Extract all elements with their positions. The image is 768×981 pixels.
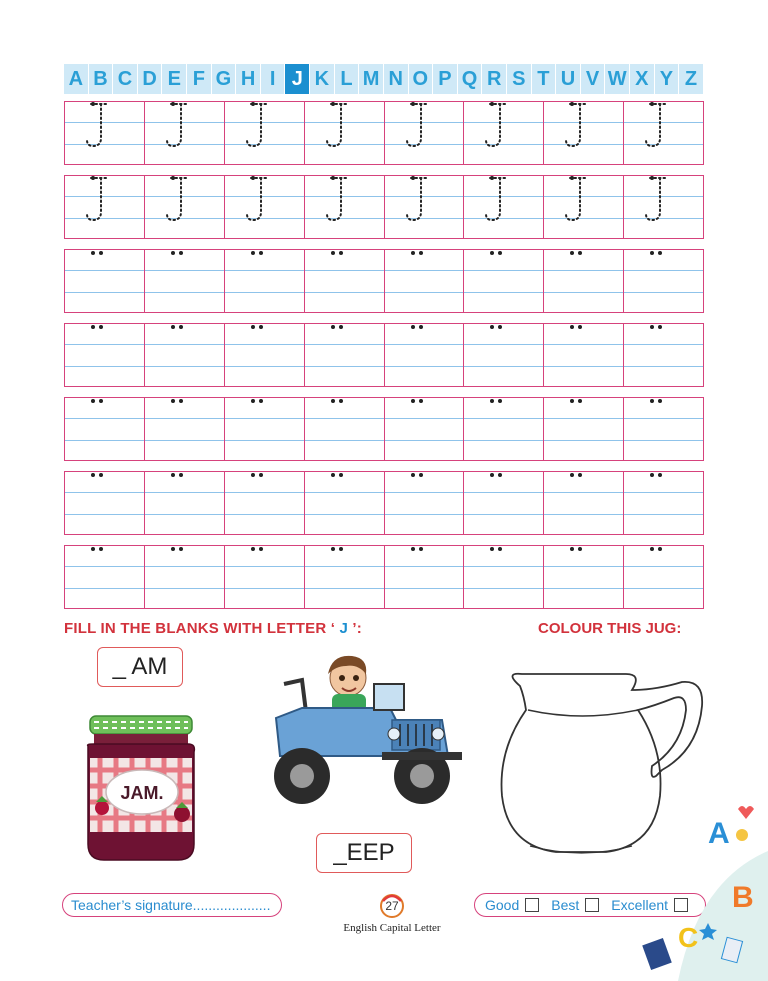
- tracing-cell[interactable]: [385, 176, 465, 238]
- start-dots-icon: [225, 250, 303, 312]
- alphabet-letter-g: G: [212, 64, 236, 94]
- alphabet-letter-d: D: [138, 64, 162, 94]
- writing-cell[interactable]: [464, 546, 544, 608]
- writing-cell[interactable]: [464, 398, 544, 460]
- start-dots-icon: [464, 250, 542, 312]
- writing-cell[interactable]: [65, 472, 145, 534]
- writing-cell[interactable]: [305, 472, 385, 534]
- start-dots-icon: [225, 398, 303, 460]
- alphabet-letter-f: F: [187, 64, 211, 94]
- start-dots-icon: [305, 250, 383, 312]
- start-dots-icon: [624, 546, 702, 608]
- dotted-letter-j-icon: [464, 102, 542, 164]
- dotted-letter-j-icon: [464, 176, 542, 238]
- dotted-letter-j-icon: [145, 102, 223, 164]
- teacher-signature-field[interactable]: [62, 893, 282, 917]
- practice-row: [64, 323, 704, 387]
- start-dots-icon: [65, 250, 143, 312]
- start-dots-icon: [145, 546, 223, 608]
- start-dots-icon: [65, 472, 143, 534]
- start-dots-icon: [544, 546, 622, 608]
- writing-cell[interactable]: [385, 324, 465, 386]
- tracing-cell[interactable]: [305, 102, 385, 164]
- alphabet-letter-c: C: [113, 64, 137, 94]
- start-dots-icon: [624, 324, 702, 386]
- writing-cell[interactable]: [624, 546, 703, 608]
- fill-blanks-prefix: FILL IN THE BLANKS WITH LETTER ‘: [64, 620, 340, 637]
- alphabet-letter-z: Z: [679, 64, 703, 94]
- alphabet-letter-e: E: [162, 64, 186, 94]
- jeep-image: [262, 648, 468, 810]
- tracing-cell[interactable]: [544, 176, 624, 238]
- writing-cell[interactable]: [145, 472, 225, 534]
- dotted-letter-j-icon: [145, 176, 223, 238]
- writing-cell[interactable]: [225, 398, 305, 460]
- alphabet-letter-k: K: [310, 64, 334, 94]
- tracing-cell[interactable]: [65, 102, 145, 164]
- writing-cell[interactable]: [544, 324, 624, 386]
- start-dots-icon: [145, 472, 223, 534]
- alphabet-bar: [64, 64, 704, 94]
- practice-row: [64, 101, 704, 165]
- tracing-cell[interactable]: [305, 176, 385, 238]
- start-dots-icon: [385, 250, 463, 312]
- writing-cell[interactable]: [385, 546, 465, 608]
- writing-cell[interactable]: [385, 250, 465, 312]
- practice-row: [64, 175, 704, 239]
- alphabet-letter-p: P: [433, 64, 457, 94]
- writing-cell[interactable]: [544, 250, 624, 312]
- writing-cell[interactable]: [305, 250, 385, 312]
- start-dots-icon: [544, 324, 622, 386]
- start-dots-icon: [225, 546, 303, 608]
- writing-cell[interactable]: [544, 546, 624, 608]
- start-dots-icon: [305, 398, 383, 460]
- writing-cell[interactable]: [464, 472, 544, 534]
- start-dots-icon: [385, 324, 463, 386]
- writing-cell[interactable]: [305, 546, 385, 608]
- practice-row: [64, 249, 704, 313]
- tracing-cell[interactable]: [624, 102, 703, 164]
- start-dots-icon: [624, 250, 702, 312]
- rating-best-checkbox[interactable]: [585, 898, 599, 912]
- alphabet-letter-l: L: [335, 64, 359, 94]
- writing-cell[interactable]: [305, 324, 385, 386]
- dotted-letter-j-icon: [544, 176, 622, 238]
- footer-subtitle: English Capital Letter: [343, 922, 441, 934]
- writing-cell[interactable]: [305, 398, 385, 460]
- dotted-letter-j-icon: [385, 102, 463, 164]
- practice-row: [64, 397, 704, 461]
- start-dots-icon: [145, 250, 223, 312]
- start-dots-icon: [225, 324, 303, 386]
- alphabet-letter-y: Y: [655, 64, 679, 94]
- writing-cell[interactable]: [385, 472, 465, 534]
- book-icon: [642, 938, 672, 970]
- dotted-letter-j-icon: [624, 176, 702, 238]
- alphabet-letter-w: W: [605, 64, 629, 94]
- corner-decoration-image: [638, 791, 768, 981]
- dotted-letter-j-icon: [305, 102, 383, 164]
- tracing-cell[interactable]: [464, 102, 544, 164]
- start-dots-icon: [385, 546, 463, 608]
- alphabet-letter-n: N: [384, 64, 408, 94]
- rating-excellent-label: Excellent: [611, 897, 669, 913]
- tracing-cell[interactable]: [145, 176, 225, 238]
- writing-cell[interactable]: [145, 324, 225, 386]
- dotted-letter-j-icon: [544, 102, 622, 164]
- alphabet-letter-h: H: [236, 64, 260, 94]
- start-dots-icon: [624, 398, 702, 460]
- writing-cell[interactable]: [145, 546, 225, 608]
- alphabet-letter-i: I: [261, 64, 285, 94]
- start-dots-icon: [65, 398, 143, 460]
- start-dots-icon: [544, 398, 622, 460]
- rating-good-checkbox[interactable]: [525, 898, 539, 912]
- jam-label: JAM.: [120, 783, 164, 803]
- writing-cell[interactable]: [225, 546, 305, 608]
- teacher-signature-label: Teacher’s signature....................: [71, 897, 271, 913]
- start-dots-icon: [464, 472, 542, 534]
- start-dots-icon: [225, 472, 303, 534]
- fill-blanks-suffix: ’:: [348, 620, 362, 637]
- dotted-letter-j-icon: [65, 102, 143, 164]
- lightbulb-icon: [736, 829, 748, 841]
- alphabet-letter-u: U: [556, 64, 580, 94]
- dotted-letter-j-icon: [65, 176, 143, 238]
- alphabet-letter-s: S: [507, 64, 531, 94]
- colour-jug-heading: COLOUR THIS JUG:: [538, 620, 682, 637]
- start-dots-icon: [464, 324, 542, 386]
- start-dots-icon: [464, 546, 542, 608]
- start-dots-icon: [305, 472, 383, 534]
- start-dots-icon: [65, 324, 143, 386]
- alphabet-letter-x: X: [630, 64, 654, 94]
- start-dots-icon: [65, 546, 143, 608]
- writing-cell[interactable]: [624, 472, 703, 534]
- writing-cell[interactable]: [225, 472, 305, 534]
- writing-cell[interactable]: [624, 398, 703, 460]
- corner-letter-c-icon: C: [678, 922, 699, 953]
- writing-cell[interactable]: [464, 324, 544, 386]
- dotted-letter-j-icon: [225, 102, 303, 164]
- tracing-cell[interactable]: [624, 176, 703, 238]
- start-dots-icon: [145, 324, 223, 386]
- start-dots-icon: [305, 324, 383, 386]
- alphabet-letter-t: T: [532, 64, 556, 94]
- rating-good-label: Good: [485, 897, 520, 913]
- start-dots-icon: [145, 398, 223, 460]
- writing-cell[interactable]: [225, 250, 305, 312]
- dotted-letter-j-icon: [305, 176, 383, 238]
- writing-cell[interactable]: [624, 250, 703, 312]
- word-box-jeep[interactable]: _EEP: [316, 833, 412, 873]
- dotted-letter-j-icon: [624, 102, 702, 164]
- alphabet-letter-b: B: [89, 64, 113, 94]
- dotted-letter-j-icon: [225, 176, 303, 238]
- alphabet-letter-j: J: [285, 64, 309, 94]
- corner-letter-b-icon: B: [732, 881, 754, 914]
- alphabet-letter-o: O: [409, 64, 433, 94]
- tracing-cell[interactable]: [225, 102, 305, 164]
- tracing-cell[interactable]: [544, 102, 624, 164]
- writing-cell[interactable]: [464, 250, 544, 312]
- tracing-cell[interactable]: [225, 176, 305, 238]
- tracing-cell[interactable]: [145, 102, 225, 164]
- writing-cell[interactable]: [624, 324, 703, 386]
- jam-jar-image: [82, 712, 200, 864]
- tracing-cell[interactable]: [385, 102, 465, 164]
- heart-icon: [738, 806, 754, 819]
- writing-practice-grid: [64, 101, 704, 619]
- page-number: 27: [385, 899, 399, 913]
- alphabet-letter-m: M: [359, 64, 383, 94]
- writing-cell[interactable]: [65, 546, 145, 608]
- rating-best-label: Best: [551, 897, 580, 913]
- start-dots-icon: [544, 250, 622, 312]
- dotted-letter-j-icon: [385, 176, 463, 238]
- tracing-cell[interactable]: [464, 176, 544, 238]
- start-dots-icon: [305, 546, 383, 608]
- writing-cell[interactable]: [65, 250, 145, 312]
- practice-row: [64, 471, 704, 535]
- alphabet-letter-q: Q: [458, 64, 482, 94]
- writing-cell[interactable]: [544, 472, 624, 534]
- tracing-cell[interactable]: [65, 176, 145, 238]
- writing-cell[interactable]: [65, 324, 145, 386]
- start-dots-icon: [385, 472, 463, 534]
- fill-blanks-heading: [64, 620, 362, 637]
- practice-row: [64, 545, 704, 609]
- start-dots-icon: [385, 398, 463, 460]
- start-dots-icon: [464, 398, 542, 460]
- word-box-jam[interactable]: _ AM: [97, 647, 183, 687]
- start-dots-icon: [624, 472, 702, 534]
- fill-blanks-letter: J: [339, 620, 349, 637]
- start-dots-icon: [544, 472, 622, 534]
- alphabet-letter-a: A: [64, 64, 88, 94]
- writing-cell[interactable]: [544, 398, 624, 460]
- writing-cell[interactable]: [65, 398, 145, 460]
- writing-cell[interactable]: [145, 250, 225, 312]
- writing-cell[interactable]: [145, 398, 225, 460]
- writing-cell[interactable]: [385, 398, 465, 460]
- alphabet-letter-r: R: [482, 64, 506, 94]
- corner-letter-a-icon: A: [708, 817, 730, 850]
- alphabet-letter-v: V: [581, 64, 605, 94]
- writing-cell[interactable]: [225, 324, 305, 386]
